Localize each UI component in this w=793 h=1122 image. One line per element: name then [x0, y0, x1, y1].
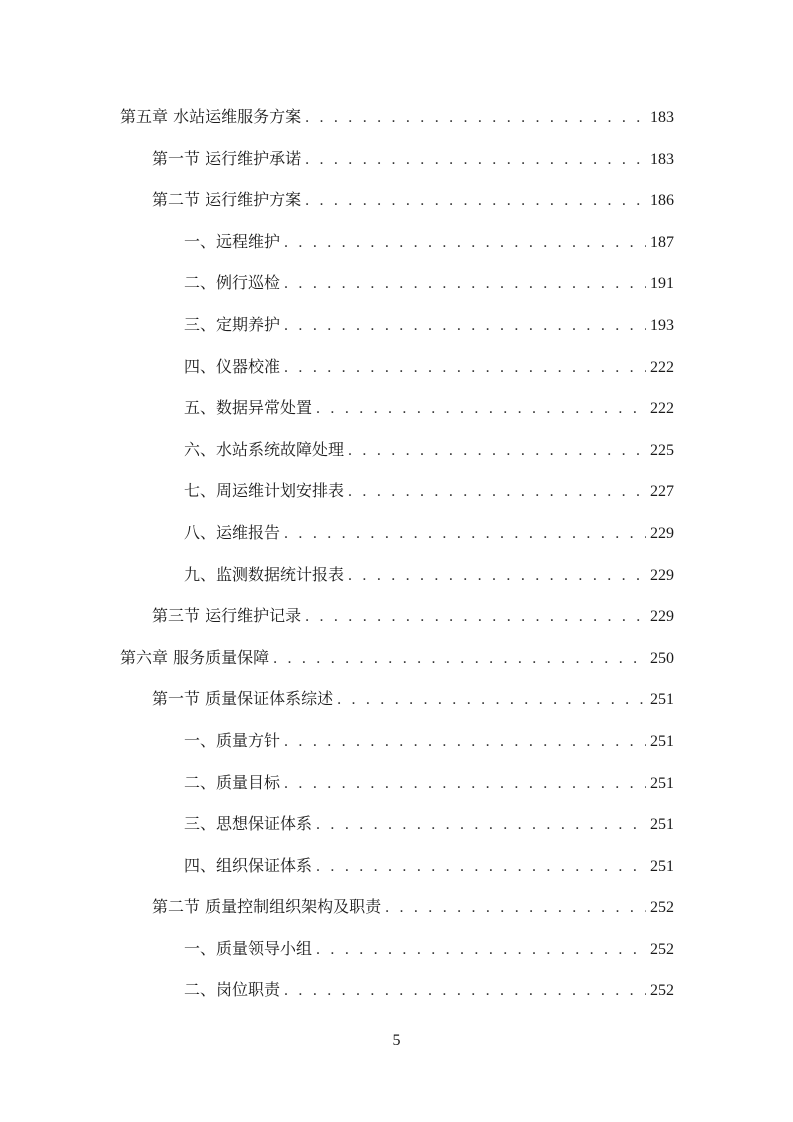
toc-entry[interactable] [120, 179, 674, 221]
toc-entry-title: 第二节 运行维护方案 [152, 190, 302, 210]
toc-entry[interactable] [120, 346, 674, 388]
toc-dot-leader [284, 305, 646, 347]
toc-entry-title: 三、思想保证体系 [184, 814, 313, 834]
toc-entry-title: 四、组织保证体系 [184, 855, 313, 875]
toc-entry-page: 183 [650, 150, 674, 168]
toc-dot-leader [284, 513, 646, 555]
toc-entry-title: 五、数据异常处置 [184, 398, 313, 418]
toc-entry-title: 三、定期养护 [184, 314, 281, 334]
toc-entry-page: 251 [650, 816, 674, 834]
toc-entry-page: 227 [650, 483, 674, 501]
toc-entry-page: 229 [650, 566, 674, 584]
toc-entry-page: 225 [650, 441, 674, 459]
toc-dot-leader [284, 763, 646, 805]
toc-entry[interactable] [120, 387, 674, 429]
toc-dot-leader [305, 139, 646, 181]
toc-dot-leader [284, 347, 646, 389]
toc-entry[interactable] [120, 221, 674, 263]
toc-entry-title: 二、质量目标 [184, 772, 281, 792]
toc-entry[interactable] [120, 678, 674, 720]
toc-dot-leader [284, 721, 646, 763]
toc-entry-page: 251 [650, 857, 674, 875]
toc-entry-page: 251 [650, 732, 674, 750]
toc-dot-leader [348, 471, 646, 513]
toc-entry[interactable] [120, 304, 674, 346]
page-number: 5 [392, 1032, 401, 1049]
toc-entry-page: 186 [650, 192, 674, 210]
toc-entry[interactable] [120, 595, 674, 637]
toc-entry-page: 252 [650, 982, 674, 1000]
toc-dot-leader [337, 679, 646, 721]
toc-entry-title: 七、周运维计划安排表 [184, 481, 345, 501]
toc-entry-title: 第二节 质量控制组织架构及职责 [152, 897, 382, 917]
toc-entry[interactable] [120, 470, 674, 512]
toc-entry[interactable] [120, 637, 674, 679]
toc-entry-title: 六、水站系统故障处理 [184, 439, 345, 459]
toc-entry-page: 191 [650, 275, 674, 293]
toc-entry-page: 252 [650, 899, 674, 917]
toc-entry-title: 二、例行巡检 [184, 273, 281, 293]
toc-entry-title: 一、质量方针 [184, 730, 281, 750]
toc-entry-page: 222 [650, 400, 674, 418]
toc-entry-page: 251 [650, 691, 674, 709]
toc-dot-leader [385, 887, 646, 929]
toc-entry-title: 第一节 运行维护承诺 [152, 148, 302, 168]
toc-entry[interactable] [120, 138, 674, 180]
toc-entry-title: 第三节 运行维护记录 [152, 606, 302, 626]
table-of-contents [120, 96, 674, 1011]
toc-entry-page: 229 [650, 524, 674, 542]
toc-entry-title: 九、监测数据统计报表 [184, 564, 345, 584]
toc-entry-title: 第一节 质量保证体系综述 [152, 689, 334, 709]
toc-entry[interactable] [120, 803, 674, 845]
toc-entry[interactable] [120, 262, 674, 304]
toc-entry-page: 250 [650, 649, 674, 667]
toc-dot-leader [348, 430, 646, 472]
toc-entry[interactable] [120, 512, 674, 554]
toc-entry[interactable] [120, 845, 674, 887]
toc-dot-leader [316, 929, 646, 971]
toc-entry[interactable] [120, 886, 674, 928]
toc-entry-title: 八、运维报告 [184, 522, 281, 542]
toc-entry-page: 229 [650, 608, 674, 626]
toc-dot-leader [316, 388, 646, 430]
toc-dot-leader [305, 596, 646, 638]
toc-entry-page: 252 [650, 940, 674, 958]
toc-entry[interactable] [120, 429, 674, 471]
toc-entry[interactable] [120, 554, 674, 596]
toc-entry-title: 二、岗位职责 [184, 980, 281, 1000]
toc-dot-leader [316, 846, 646, 888]
toc-entry-page: 251 [650, 774, 674, 792]
toc-entry[interactable] [120, 762, 674, 804]
toc-dot-leader [284, 970, 646, 1012]
toc-dot-leader [305, 180, 646, 222]
toc-entry-title: 一、远程维护 [184, 231, 281, 251]
toc-entry-page: 187 [650, 233, 674, 251]
toc-dot-leader [316, 804, 646, 846]
toc-entry-title: 一、质量领导小组 [184, 938, 313, 958]
toc-entry[interactable] [120, 720, 674, 762]
toc-dot-leader [305, 97, 646, 139]
toc-entry[interactable] [120, 969, 674, 1011]
toc-dot-leader [284, 222, 646, 264]
toc-dot-leader [273, 638, 646, 680]
toc-entry-page: 222 [650, 358, 674, 376]
toc-dot-leader [348, 555, 646, 597]
toc-entry-page: 193 [650, 316, 674, 334]
toc-entry[interactable] [120, 928, 674, 970]
toc-entry-page: 183 [650, 109, 674, 126]
toc-entry-title: 四、仪器校准 [184, 356, 281, 376]
toc-entry[interactable] [120, 96, 674, 138]
toc-entry-title: 第六章 服务质量保障 [120, 647, 270, 667]
toc-entry-title: 第五章 水站运维服务方案 [120, 107, 302, 126]
toc-dot-leader [284, 263, 646, 305]
